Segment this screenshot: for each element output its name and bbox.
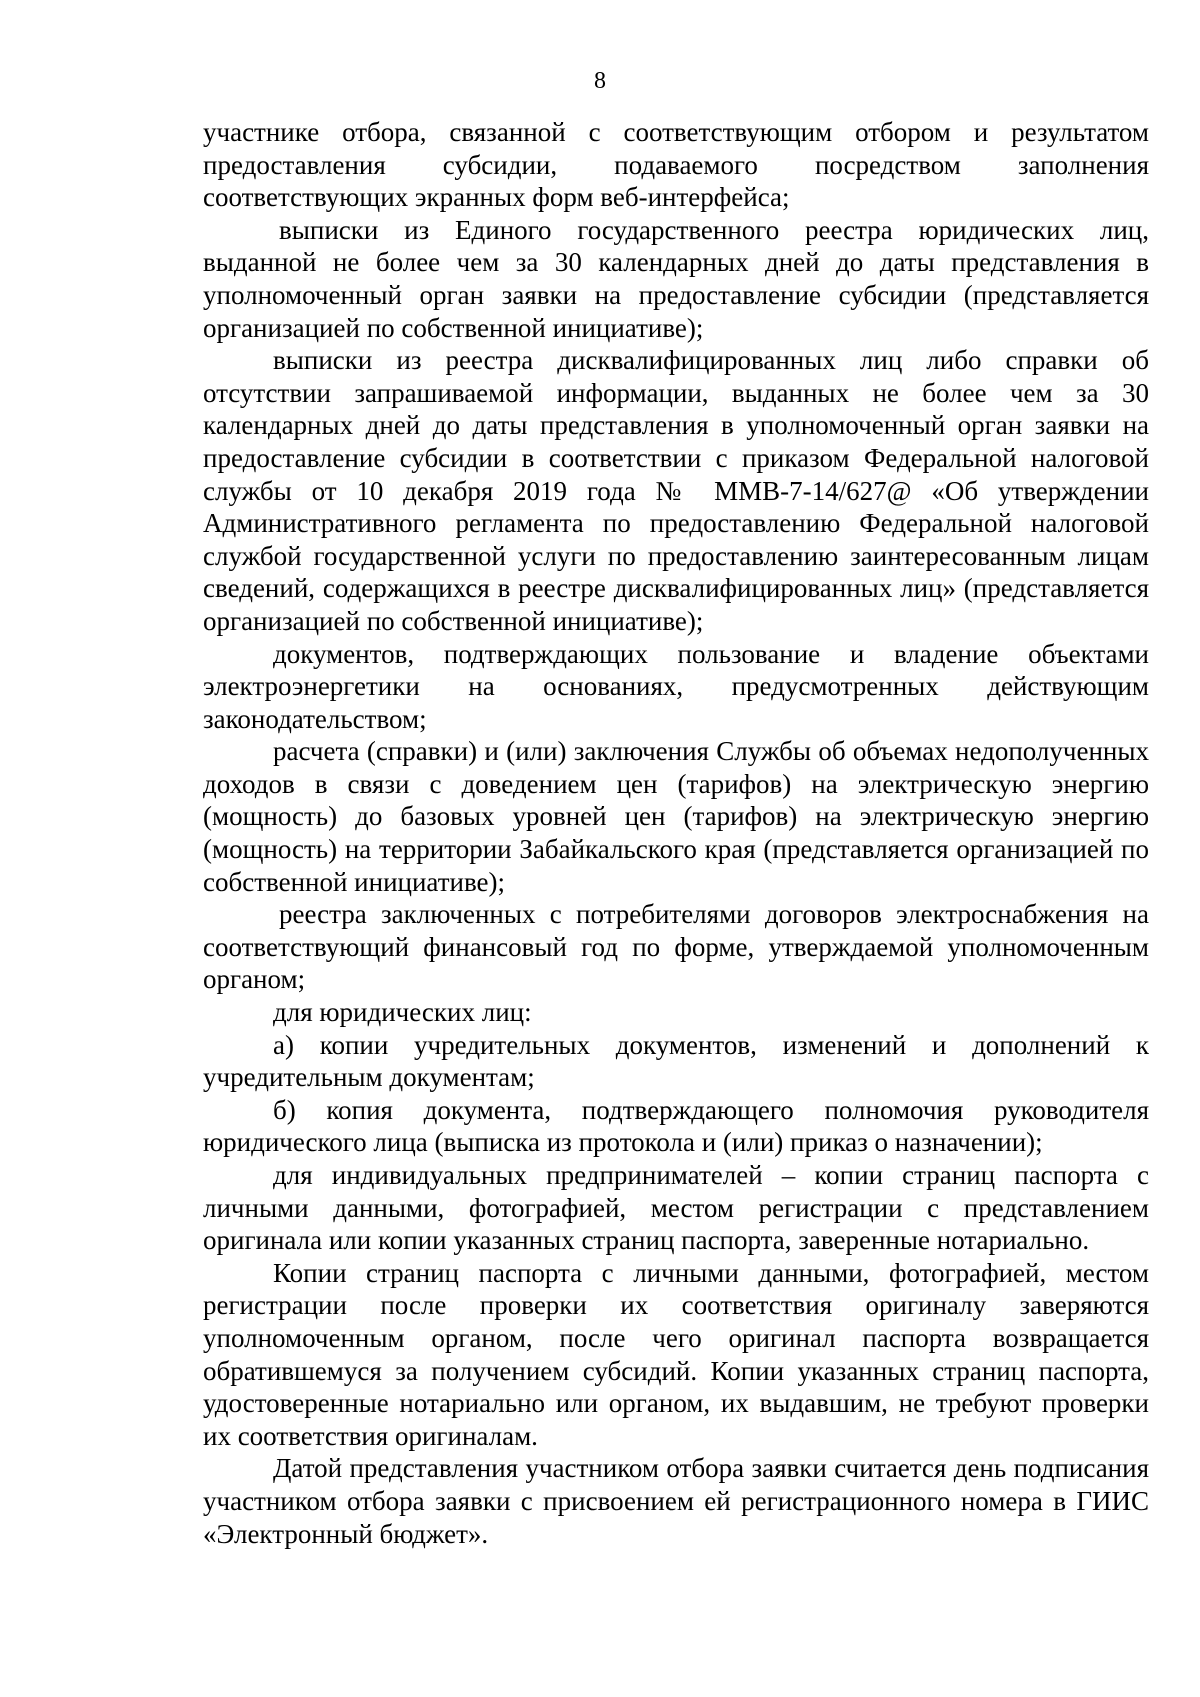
- paragraph-submission-date: Датой представления участником отбора заявки считается день подписания участником отбора заявки с присвоением ей регистрационного номера в ГИИС «Электронный бюджет».: [203, 1453, 1149, 1549]
- page-number: 8: [594, 68, 606, 94]
- paragraph-disqualified-registry: выписки из реестра дисквалифицированных лиц либо справки об отсутствии запрашиваемой информации, выданных не более чем за 30 календарных дней до даты представления в уполномоченный орган заявки на предоставление субсидии в соответствии с приказом Федеральной налоговой службы от 10 декабря 2019 года № ММВ-7-14/627@ «Об утверждении Административного регламента по предоставлению Федеральной налоговой службой государственной услуги по предоставлению заинтересованным лицам сведений, содержащихся в реестре дисквалифицированных лиц» (представляется организацией по собственной инициативе);: [203, 345, 1149, 636]
- paragraph-individual-entrepreneurs: для индивидуальных предпринимателей – копии страниц паспорта с личными данными, фотографией, местом регистрации с представлением оригинала или копии указанных страниц паспорта, заверенные нотариально.: [203, 1160, 1149, 1256]
- document-body: [203, 116, 1149, 1550]
- paragraph-egrul-extract: выписки из Единого государственного реестра юридических лиц, выданной не более чем за 30 календарных дней до даты представления в уполномоченный орган заявки на предоставление субсидии (представляется организацией по собственной инициативе);: [203, 214, 1149, 343]
- paragraph-calculation: расчета (справки) и (или) заключения Службы об объемах недополученных доходов в связи с доведением цен (тарифов) на электрическую энергию (мощность) до базовых уровней цен (тарифов) на электрическую энергию (мощность) на территории Забайкальского края (представляется организацией по собственной инициативе);: [203, 736, 1149, 897]
- paragraph-continuation: участнике отбора, связанной с соответствующим отбором и результатом предоставления субсидии, подаваемого посредством заполнения соответствующих экранных форм веб-интерфейса;: [203, 117, 1149, 213]
- paragraph-ownership-documents: документов, подтверждающих пользование и владение объектами электроэнергетики на основаниях, предусмотренных действующим законодательством;: [203, 638, 1149, 734]
- paragraph-legal-entities: для юридических лиц:: [273, 997, 532, 1028]
- paragraph-passport-copies: Копии страниц паспорта с личными данными, фотографией, местом регистрации после проверки их соответствия оригиналу заверяются уполномоченным органом, после чего оригинал паспорта возвращается обратившемуся за получением субсидий. Копии указанных страниц паспорта, удостоверенные нотариально или органом, их выдавшим, не требуют проверки их соответствия оригиналам.: [203, 1257, 1149, 1451]
- paragraph-item-b: б) копия документа, подтверждающего полномочия руководителя юридического лица (выписка из протокола и (или) приказ о назначении);: [203, 1094, 1149, 1158]
- paragraph-contracts-registry: реестра заключенных с потребителями договоров электроснабжения на соответствующий финансовый год по форме, утверждаемой уполномоченным органом;: [203, 899, 1149, 995]
- paragraph-item-a: а) копии учредительных документов, изменений и дополнений к учредительным документам;: [203, 1029, 1149, 1093]
